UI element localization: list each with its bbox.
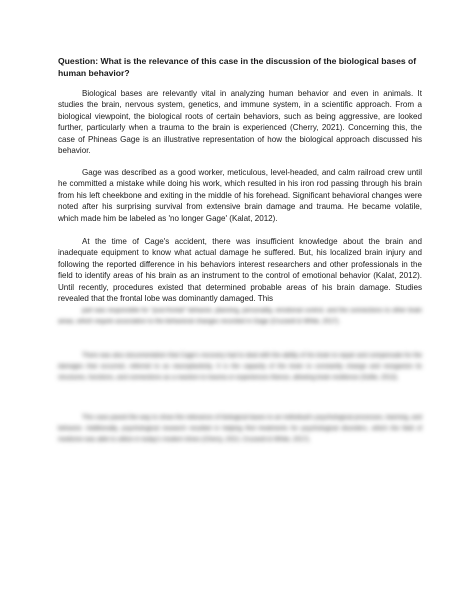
paragraph-accident-knowledge-blurred-text: part was responsible for "post-frontal" behavior, planning, personality, emotional control, and the connections to other brain areas, which require association to the behavioral changes recorded in Gage (Cruzardi & White, 2017).	[58, 306, 422, 325]
paragraph-biological-bases: Biological bases are relevantly vital in analyzing human behavior and even in animals. It studies the brain, nervous system, genetics, and immune system, in a scientific approach. From a biological viewpoint, the biological roots of certain behaviors, such as being aggressive, are looked further, particularly when a trauma to the brain is experienced (Cherry, 2021). Concerning this, the case of Phineas Gage is an illustrative representation of how the biological approach discussed his behavior.	[58, 89, 422, 156]
paragraph-accident-knowledge	[58, 236, 422, 327]
paragraph-accident-knowledge-text: At the time of Cage's accident, there was insufficient knowledge about the brain and inadequate equipment to know what actual damage he suffered. But, his localized brain injury and following the reported difference in his behaviors interest researchers and other professionals in the field to identify areas of his brain as an instrument to the control of emotional behavior (Kalat, 2012). Until recently, procedures existed that determined probable areas of his brain damage. Studies revealed that the frontal lobe was dominantly damaged. This	[58, 237, 422, 304]
question-heading: Question: What is the relevance of this case in the discussion of the biological bases of human behavior?	[58, 56, 417, 78]
paragraph-gage-description: Gage was described as a good worker, meticulous, level-headed, and calm railroad crew until he committed a mistake while doing his work, which resulted in his iron rod passing through his brain from his left cheekbone and exiting in the middle of his forehead. Significant behavioral changes were noted after his surprising survival from extensive brain damage and trauma. He became volatile, which made him be labeled as 'no longer Gage' (Kalat, 2012).	[58, 168, 422, 223]
paragraph-neuroplasticity-blurred: There was also documentation that Cage's recovery had to deal with the ability of his brain to repair and compensate for the damages that occurred, referred to as neuroplasticity. It is the capacity of the brain to constantly change and reorganize its structures, functions, and connections as a reaction to trauma or experiences thence, allowing brain resilience (Sollie, 2013).	[58, 352, 422, 382]
paragraph-conclusion-blurred: This case paved the way to show the relevance of biological bases to an individual's psychological processes, learning, and behavior. Additionally, psychological research resulted in helping find treatments for psychological disorders, which the field of medicine was able to utilize in today's modern times (Cherry, 2021; Cruzardi & White, 2017).	[58, 414, 422, 444]
